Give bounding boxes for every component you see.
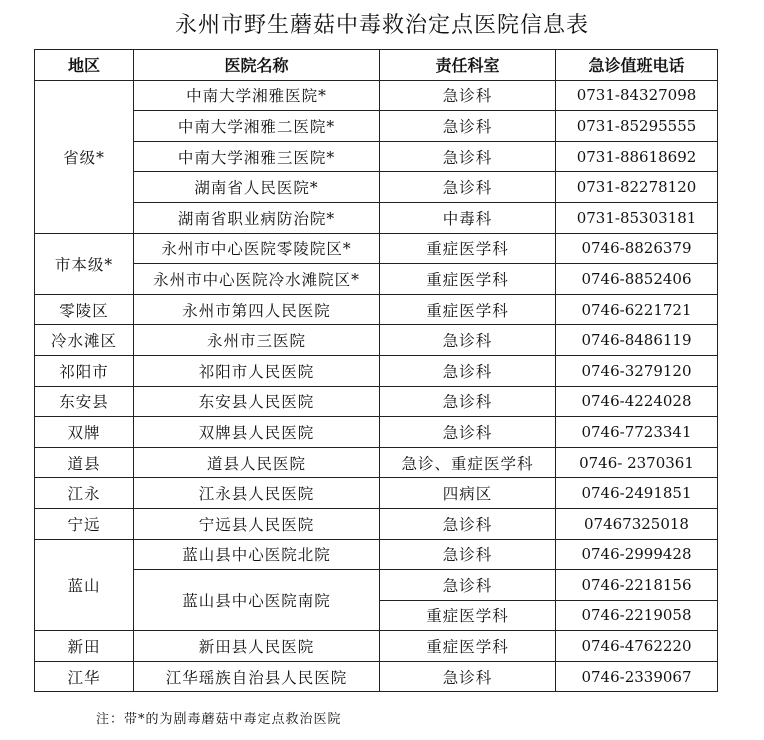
department-cell: 急诊科: [380, 111, 556, 142]
phone-cell: 0746-2339067: [556, 661, 718, 692]
region-cell: 东安县: [35, 386, 134, 417]
department-cell: 急诊、重症医学科: [380, 447, 556, 478]
table-row: [35, 570, 718, 601]
header-region: 地区: [35, 50, 134, 81]
department-cell: 急诊科: [380, 661, 556, 692]
phone-cell: 0746-4224028: [556, 386, 718, 417]
hospital-cell: 新田县人民医院: [134, 631, 380, 662]
department-cell: 急诊科: [380, 417, 556, 448]
header-hospital-name: 医院名称: [134, 50, 380, 81]
region-cell: 道县: [35, 447, 134, 478]
region-cell: 祁阳市: [35, 355, 134, 386]
phone-cell: 0731-85303181: [556, 202, 718, 233]
phone-cell: 0746-2491851: [556, 478, 718, 509]
department-cell: 急诊科: [380, 539, 556, 570]
header-department: 责任科室: [380, 50, 556, 81]
table-row: [35, 172, 718, 203]
table-row: [35, 447, 718, 478]
region-cell: 宁远: [35, 508, 134, 539]
phone-cell: 0746-2218156: [556, 570, 718, 601]
department-cell: 急诊科: [380, 355, 556, 386]
page-title: 永州市野生蘑菇中毒救治定点医院信息表: [174, 13, 589, 38]
hospital-cell: 祁阳市人民医院: [134, 355, 380, 386]
department-cell: 重症医学科: [380, 600, 556, 631]
table-row: [35, 141, 718, 172]
hospital-cell: 中南大学湘雅三医院*: [134, 141, 380, 172]
hospital-cell: 东安县人民医院: [134, 386, 380, 417]
department-cell: 四病区: [380, 478, 556, 509]
region-cell: 零陵区: [35, 294, 134, 325]
hospital-cell: 蓝山县中心医院北院: [134, 539, 380, 570]
phone-cell: 0746-7723341: [556, 417, 718, 448]
phone-cell: 0746-2999428: [556, 539, 718, 570]
phone-cell: 0731-82278120: [556, 172, 718, 203]
table-header-row: [35, 50, 718, 81]
department-cell: 急诊科: [380, 172, 556, 203]
phone-cell: 07467325018: [556, 508, 718, 539]
department-cell: 急诊科: [380, 141, 556, 172]
footnote: 注：带*的为剧毒蘑菇中毒定点救治医院: [96, 712, 342, 727]
table-row: [35, 661, 718, 692]
hospital-cell: 永州市三医院: [134, 325, 380, 356]
hospital-cell: 中南大学湘雅二医院*: [134, 111, 380, 142]
table-row: [35, 80, 718, 111]
hospital-table: [34, 49, 718, 692]
region-cell: 蓝山: [35, 539, 134, 631]
department-cell: 重症医学科: [380, 631, 556, 662]
table-row: [35, 631, 718, 662]
header-phone: 急诊值班电话: [556, 50, 718, 81]
hospital-cell: 中南大学湘雅医院*: [134, 80, 380, 111]
region-cell: 江华: [35, 661, 134, 692]
phone-cell: 0746-8852406: [556, 264, 718, 295]
table-row: [35, 111, 718, 142]
region-cell: 冷水滩区: [35, 325, 134, 356]
department-cell: 急诊科: [380, 508, 556, 539]
table-row: [35, 386, 718, 417]
table-row: [35, 325, 718, 356]
region-cell: 双牌: [35, 417, 134, 448]
table-row: [35, 233, 718, 264]
table-row: [35, 294, 718, 325]
phone-cell: 0746-6221721: [556, 294, 718, 325]
hospital-cell: 湖南省人民医院*: [134, 172, 380, 203]
hospital-cell: 道县人民医院: [134, 447, 380, 478]
phone-cell: 0746-3279120: [556, 355, 718, 386]
region-cell: 省级*: [35, 80, 134, 233]
phone-cell: 0746-8826379: [556, 233, 718, 264]
phone-cell: 0731-84327098: [556, 80, 718, 111]
phone-cell: 0746-4762220: [556, 631, 718, 662]
department-cell: 急诊科: [380, 80, 556, 111]
hospital-cell: 蓝山县中心医院南院: [134, 570, 380, 631]
region-cell: 新田: [35, 631, 134, 662]
hospital-cell: 江永县人民医院: [134, 478, 380, 509]
hospital-cell: 宁远县人民医院: [134, 508, 380, 539]
department-cell: 重症医学科: [380, 294, 556, 325]
phone-cell: 0731-85295555: [556, 111, 718, 142]
hospital-cell: 永州市中心医院冷水滩院区*: [134, 264, 380, 295]
table-row: [35, 478, 718, 509]
hospital-cell: 江华瑶族自治县人民医院: [134, 661, 380, 692]
department-cell: 急诊科: [380, 386, 556, 417]
phone-cell: 0731-88618692: [556, 141, 718, 172]
phone-cell: 0746- 2370361: [556, 447, 718, 478]
department-cell: 急诊科: [380, 325, 556, 356]
department-cell: 重症医学科: [380, 233, 556, 264]
department-cell: 重症医学科: [380, 264, 556, 295]
hospital-cell: 湖南省职业病防治院*: [134, 202, 380, 233]
phone-cell: 0746-8486119: [556, 325, 718, 356]
phone-cell: 0746-2219058: [556, 600, 718, 631]
department-cell: 中毒科: [380, 202, 556, 233]
region-cell: 市本级*: [35, 233, 134, 294]
table-row: [35, 264, 718, 295]
table-row: [35, 539, 718, 570]
table-row: [35, 417, 718, 448]
table-row: [35, 355, 718, 386]
hospital-cell: 永州市中心医院零陵院区*: [134, 233, 380, 264]
hospital-cell: 双牌县人民医院: [134, 417, 380, 448]
table-row: [35, 202, 718, 233]
table-row: [35, 508, 718, 539]
hospital-cell: 永州市第四人民医院: [134, 294, 380, 325]
region-cell: 江永: [35, 478, 134, 509]
department-cell: 急诊科: [380, 570, 556, 601]
